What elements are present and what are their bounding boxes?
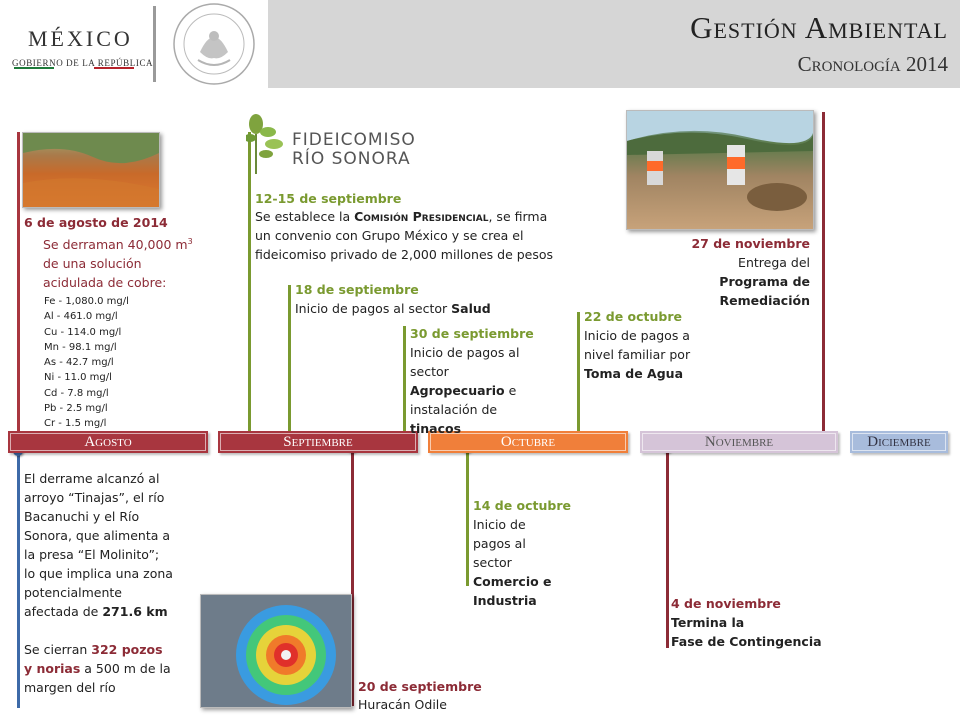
month-diciembre[interactable]: Diciembre — [850, 431, 948, 453]
month-agosto[interactable]: Agosto — [8, 431, 208, 453]
event-text: Huracán Odile — [358, 697, 447, 712]
event-date: 27 de noviembre — [691, 236, 810, 251]
timeline-connector — [466, 446, 469, 586]
event-date: 18 de septiembre — [295, 282, 419, 297]
event-date: 6 de agosto de 2014 — [24, 215, 168, 230]
timeline-connector — [666, 446, 669, 648]
event-date: 4 de noviembre — [671, 596, 781, 611]
timeline-connector — [17, 446, 20, 708]
event-text: Inicio de pagos al sector Agropecuario e instalación de tinacos — [410, 345, 520, 436]
event-text: Inicio de pagos a nivel familiar por Toma de Agua — [584, 328, 691, 381]
event-date: 20 de septiembre — [358, 679, 482, 694]
flag-stripe — [14, 54, 136, 56]
hurricane-satellite-photo — [200, 594, 352, 708]
timeline-connector — [248, 132, 251, 436]
event-text: Entrega del Programa de Remediación — [719, 255, 810, 308]
event-date: 12-15 de septiembre — [255, 191, 402, 206]
month-septiembre[interactable]: Septiembre — [218, 431, 418, 453]
month-noviembre[interactable]: Noviembre — [640, 431, 838, 453]
concentrations-list: Fe - 1,080.0 mg/l Al - 461.0 mg/l Cu - 114.0 mg/l Mn - 98.1 mg/l As - 42.7 mg/l Ni - 11.0 mg/l Cd - 7.8 mg/l Pb - 2.5 mg/l Cr - 1.5 mg/l — [44, 296, 129, 430]
event-text: Se establece la Comisión Presidencial, se firma un convenio con Grupo México y se crea el fideicomiso privado de 2,000 millones de pesos — [255, 209, 554, 262]
page-title: Gestión Ambiental — [690, 10, 948, 45]
event-date: 14 de octubre — [473, 498, 571, 513]
event-text: Termina la Fase de Contingencia — [671, 615, 822, 649]
event-date: 22 de octubre — [584, 309, 682, 324]
fideicomiso-leaf-icon — [246, 114, 296, 176]
spill-river-photo — [22, 132, 160, 208]
timeline-connector — [822, 112, 825, 440]
national-seal-icon — [170, 2, 258, 86]
event-text: Se derraman 40,000 $m^3$ de una solución acidulada de cobre: — [43, 237, 193, 291]
country-name: MÉXICO — [28, 26, 133, 51]
government-name: GOBIERNO DE LA REPÚBLICA — [12, 58, 154, 68]
page-subtitle: Cronología 2014 — [797, 52, 948, 76]
month-octubre[interactable]: Octubre — [428, 431, 628, 453]
timeline-connector — [403, 326, 406, 436]
timeline-connector — [17, 132, 20, 442]
event-date: 30 de septiembre — [410, 326, 534, 341]
timeline-connector — [288, 285, 291, 436]
header-divider — [153, 6, 156, 82]
fideicomiso-logo-line2: RÍO SONORA — [292, 149, 411, 169]
event-text: Inicio de pagos al sector Salud — [295, 301, 491, 316]
spill-description: El derrame alcanzó al arroyo “Tinajas”, el río Bacanuchi y el Río Sonora, que alimenta a la presa “El Molinito”; lo que implica una zona potencialmente afectada de 271.6 km Se cierran 322 pozos y norias a 500 m de la margen del río — [24, 471, 173, 695]
event-text: Inicio de pagos al sector Comercio e Industria — [473, 517, 552, 608]
fideicomiso-logo-line1: FIDEICOMISO — [292, 130, 416, 150]
timeline-connector — [577, 312, 580, 436]
remediation-workers-photo — [626, 110, 814, 230]
